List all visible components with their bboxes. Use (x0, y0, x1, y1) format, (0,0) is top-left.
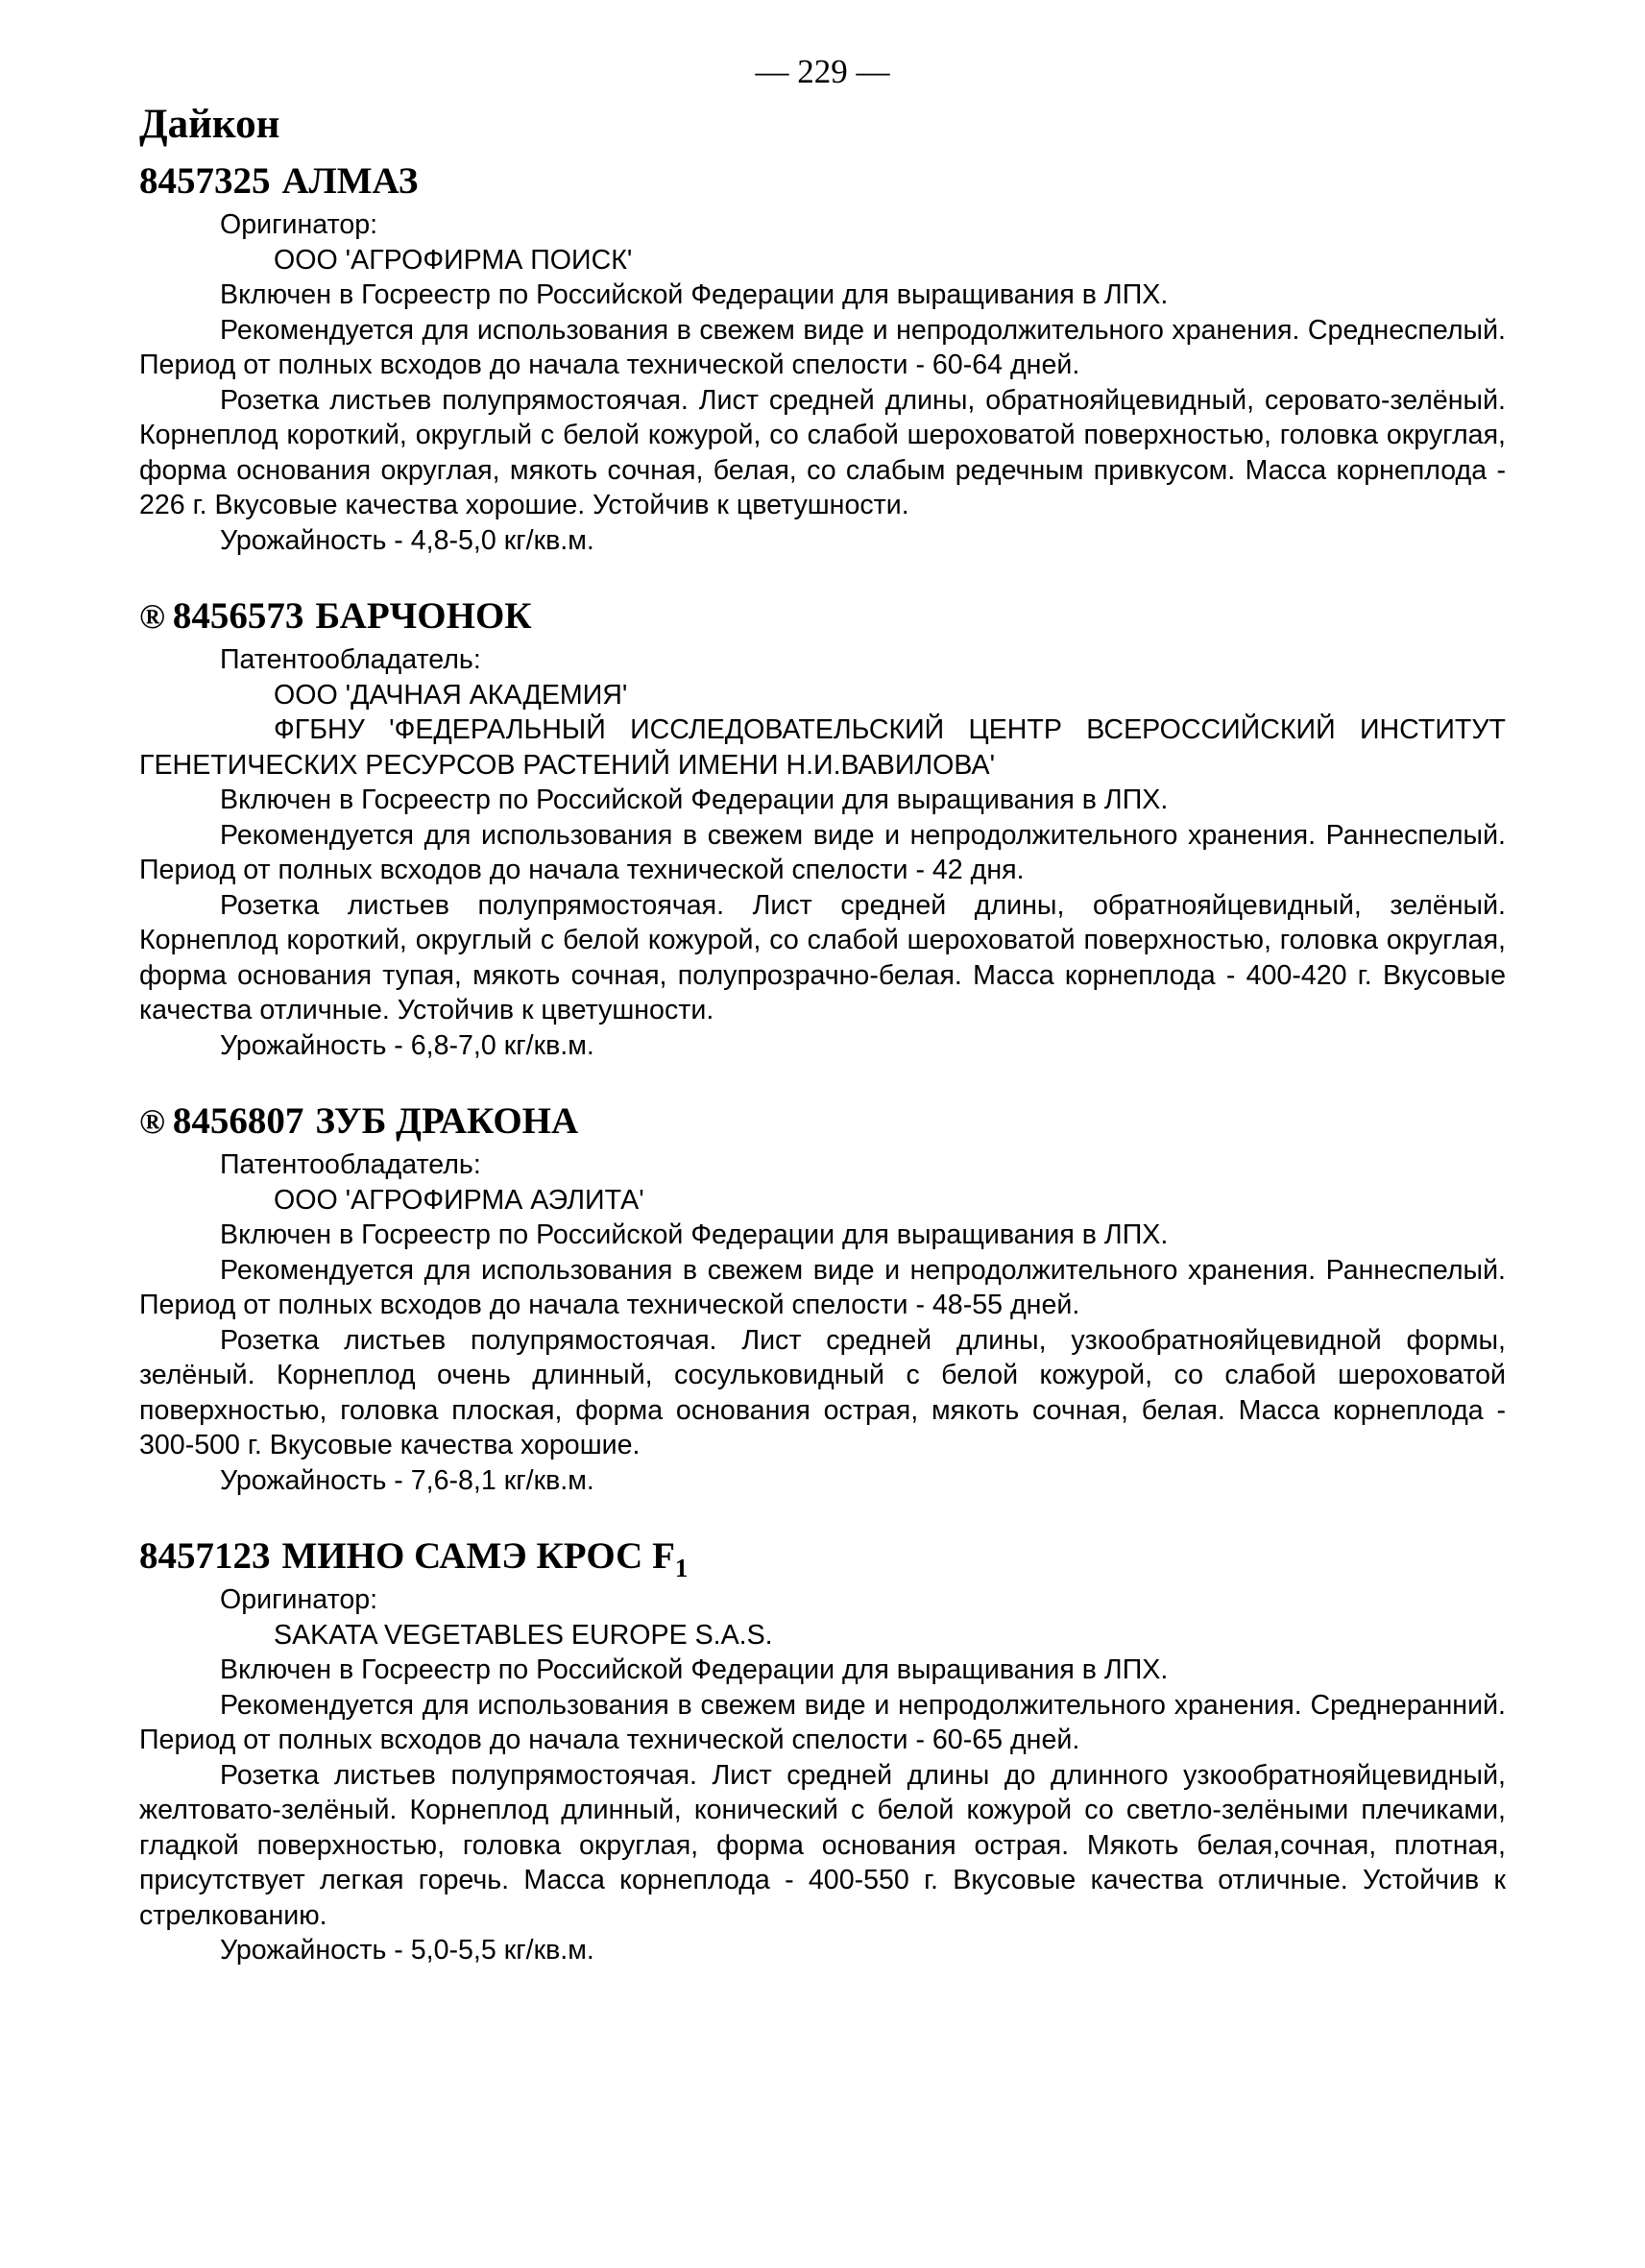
variety-code: 8457325 (139, 160, 271, 202)
entry-title (139, 157, 1506, 205)
register-text: Включен в Госреестр по Российской Федерации для выращивания в ЛПХ. (220, 279, 1169, 310)
section-title: Дайкон (139, 102, 280, 147)
registered-mark: ® (139, 597, 165, 636)
yield-text: Урожайность - 5,0-5,5 кг/кв.м. (220, 1935, 594, 1966)
holder-name: ФГБНУ 'ФЕДЕРАЛЬНЫЙ ИССЛЕДОВАТЕЛЬСКИЙ ЦЕНТР ВСЕРОССИЙСКИЙ ИНСТИТУТ ГЕНЕТИЧЕСКИХ РЕСУРСОВ РАСТЕНИЙ ИМЕНИ Н.И.ВАВИЛОВА' (139, 714, 1506, 781)
variety-name: БАРЧОНОК (315, 595, 532, 637)
register-text: Включен в Госреестр по Российской Федерации для выращивания в ЛПХ. (220, 1654, 1169, 1685)
role-label: Патентообладатель: (220, 644, 481, 675)
variety-name: МИНО САМЭ КРОС F (281, 1535, 675, 1577)
registered-mark: ® (139, 1102, 165, 1141)
entry-title (139, 592, 1506, 640)
role-label: Патентообладатель: (220, 1149, 481, 1180)
usage-text: Рекомендуется для использования в свежем виде и непродолжительного хранения. Раннеспелый. Период от полных всходов до начала технической спелости - 42 дня. (139, 819, 1506, 885)
usage-text: Рекомендуется для использования в свежем виде и непродолжительного хранения. Раннеспелый. Период от полных всходов до начала технической спелости - 48-55 дней. (139, 1254, 1506, 1320)
entry-title (139, 1532, 1506, 1580)
variety-name: АЛМАЗ (281, 160, 419, 202)
yield-text: Урожайность - 6,8-7,0 кг/кв.м. (220, 1029, 594, 1061)
yield-text: Урожайность - 7,6-8,1 кг/кв.м. (220, 1464, 594, 1496)
usage-text: Рекомендуется для использования в свежем виде и непродолжительного хранения. Среднеранний. Период от полных всходов до начала технической спелости - 60-65 дней. (139, 1689, 1506, 1755)
register-text: Включен в Госреестр по Российской Федерации для выращивания в ЛПХ. (220, 1219, 1169, 1250)
variety-name: ЗУБ ДРАКОНА (315, 1100, 579, 1142)
variety-entry (139, 1098, 1506, 1498)
usage-text: Рекомендуется для использования в свежем виде и непродолжительного хранения. Среднеспелый. Период от полных всходов до начала технической спелости - 60-64 дней. (139, 314, 1506, 380)
variety-entry (139, 1532, 1506, 1968)
variety-code: 8456573 (172, 595, 304, 637)
variety-name-subscript: 1 (674, 1554, 689, 1582)
variety-entry (139, 157, 1506, 558)
page-number: — 229 — (755, 53, 890, 90)
holder-name: ООО 'АГРОФИРМА АЭЛИТА' (274, 1184, 644, 1216)
holder-name: ООО 'АГРОФИРМА ПОИСК' (274, 244, 633, 276)
variety-entry (139, 592, 1506, 1063)
register-text: Включен в Госреестр по Российской Федерации для выращивания в ЛПХ. (220, 784, 1169, 815)
entry-title (139, 1098, 1506, 1146)
holder-name: ООО 'ДАЧНАЯ АКАДЕМИЯ' (274, 679, 628, 711)
variety-code: 8457123 (139, 1535, 271, 1577)
description-text: Розетка листьев полупрямостоячая. Лист средней длины, узкообратнояйцевидной формы, зелёный. Корнеплод очень длинный, сосульковидный с белой кожурой, со слабой шероховатой поверхностью, головка плоская, форма основания острая, мякоть сочная, белая. Масса корнеплода - 300-500 г. Вкусовые качества хорошие. (139, 1324, 1506, 1460)
description-text: Розетка листьев полупрямостоячая. Лист средней длины, обратнояйцевидный, зелёный. Корнеплод короткий, округлый с белой кожурой, со слабой шероховатой поверхностью, головка округлая, форма основания тупая, мякоть сочная, полупрозрачно-белая. Масса корнеплода - 400-420 г. Вкусовые качества отличные. Устойчив к цветушности. (139, 889, 1506, 1025)
document-page (139, 50, 1506, 1968)
description-text: Розетка листьев полупрямостоячая. Лист средней длины до длинного узкообратнояйцевидный, желтовато-зелёный. Корнеплод длинный, конический с белой кожурой со светло-зелёными плечиками, гладкой поверхностью, головка округлая, форма основания острая. Мякоть белая,сочная, плотная, присутствует легкая горечь. Масса корнеплода - 400-550 г. Вкусовые качества отличные. Устойчив к стрелкованию. (139, 1759, 1506, 1931)
variety-code: 8456807 (172, 1100, 304, 1142)
role-label: Оригинатор: (220, 209, 378, 240)
yield-text: Урожайность - 4,8-5,0 кг/кв.м. (220, 524, 594, 556)
holder-name: SAKATA VEGETABLES EUROPE S.A.S. (274, 1619, 773, 1651)
description-text: Розетка листьев полупрямостоячая. Лист средней длины, обратнояйцевидный, серовато-зелёный. Корнеплод короткий, округлый с белой кожурой, со слабой шероховатой поверхностью, головка округлая, форма основания округлая, мякоть сочная, белая, со слабым редечным привкусом. Масса корнеплода - 226 г. Вкусовые качества хорошие. Устойчив к цветушности. (139, 384, 1506, 520)
role-label: Оригинатор: (220, 1584, 378, 1615)
